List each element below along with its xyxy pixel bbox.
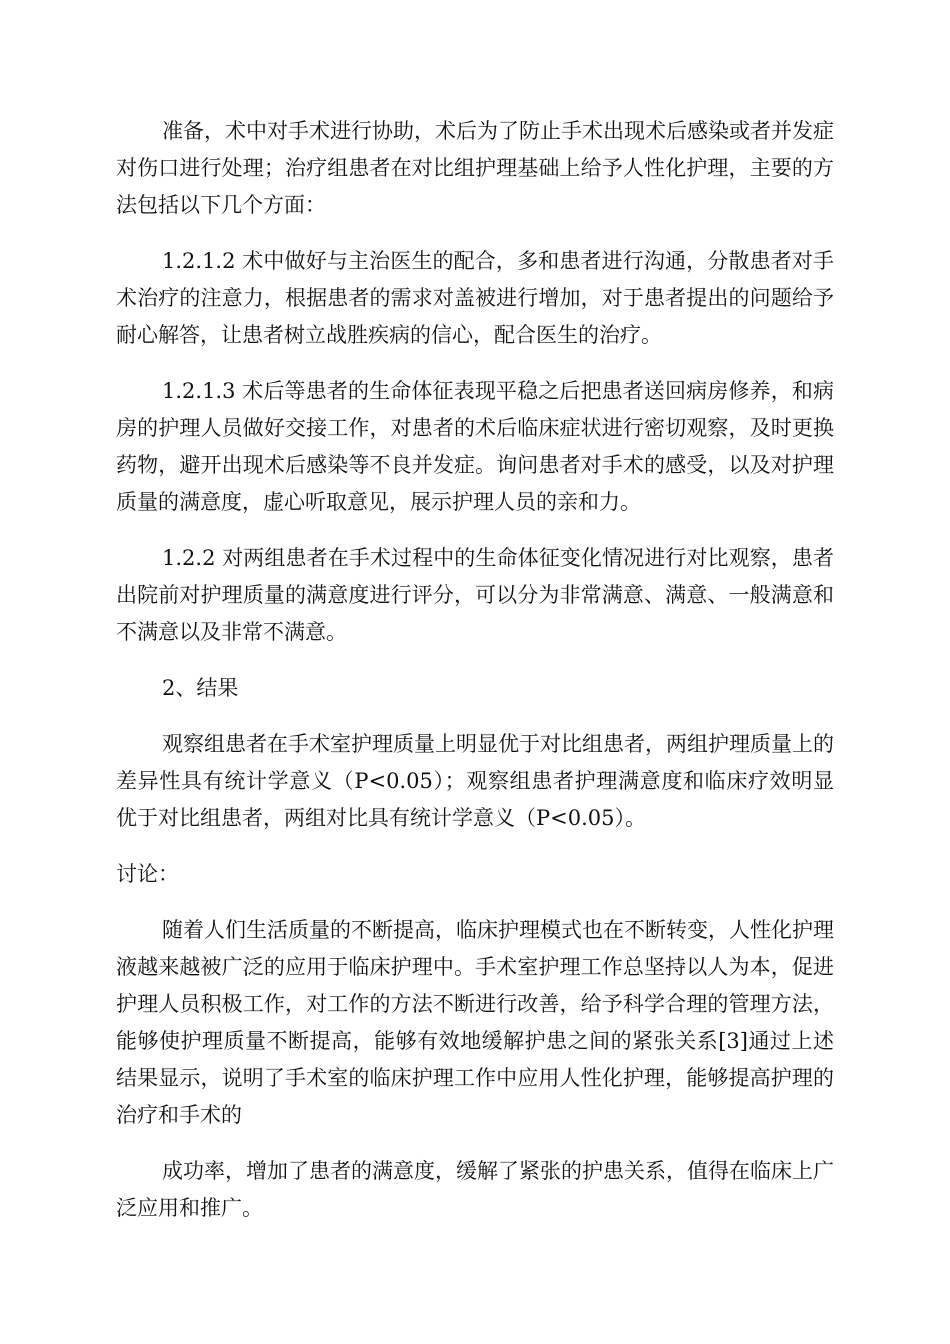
paragraph-1-2-1-3: 1.2.1.3 术后等患者的生命体征表现平稳之后把患者送回病房修养，和病房的护理人员做好交接工作，对患者的术后临床症状进行密切观察，及时更换药物，避开出现术后感染等不良并发症。询问患者对手术的感受，以及对护理质量的满意度，虚心听取意见，展示护理人员的亲和力。 <box>116 379 834 514</box>
paragraph-1-2-2: 1.2.2 对两组患者在手术过程中的生命体征变化情况进行对比观察，患者出院前对护理质量的满意度进行评分，可以分为非常满意、满意、一般满意和不满意以及非常不满意。 <box>116 546 834 644</box>
paragraph-conclusion: 成功率，增加了患者的满意度，缓解了紧张的护患关系，值得在临床上广泛应用和推广。 <box>116 1159 834 1220</box>
paragraph-discussion: 随着人们生活质量的不断提高，临床护理模式也在不断转变，人性化护理液越来越被广泛的应用于临床护理中。手术室护理工作总坚持以人为本，促进护理人员积极工作，对工作的方法不断进行改善，给予科学合理的管理方法，能够使护理质量不断提高，能够有效地缓解护患之间的紧张关系[3]通过上述结果显示，说明了手术室的临床护理工作中应用人性化护理，能够提高护理的治疗和手术的 <box>116 918 834 1127</box>
section-heading-discussion: 讨论： <box>116 862 179 886</box>
paragraph-1-2-1-2: 1.2.1.2 术中做好与主治医生的配合，多和患者进行沟通，分散患者对手术治疗的注意力，根据患者的需求对盖被进行增加，对于患者提出的问题给予耐心解答，让患者树立战胜疾病的信心，配合医生的治疗。 <box>116 249 834 347</box>
paragraph-preparation: 准备，术中对手术进行协助，术后为了防止手术出现术后感染或者并发症对伤口进行处理；治疗组患者在对比组护理基础上给予人性化护理，主要的方法包括以下几个方面： <box>116 119 834 217</box>
paragraph-results: 观察组患者在手术室护理质量上明显优于对比组患者，两组护理质量上的差异性具有统计学意义（P<0.05）；观察组患者护理满意度和临床疗效明显优于对比组患者，两组对比具有统计学意义（P<0.05）。 <box>116 732 834 830</box>
section-heading-results: 2、结果 <box>162 676 239 700</box>
